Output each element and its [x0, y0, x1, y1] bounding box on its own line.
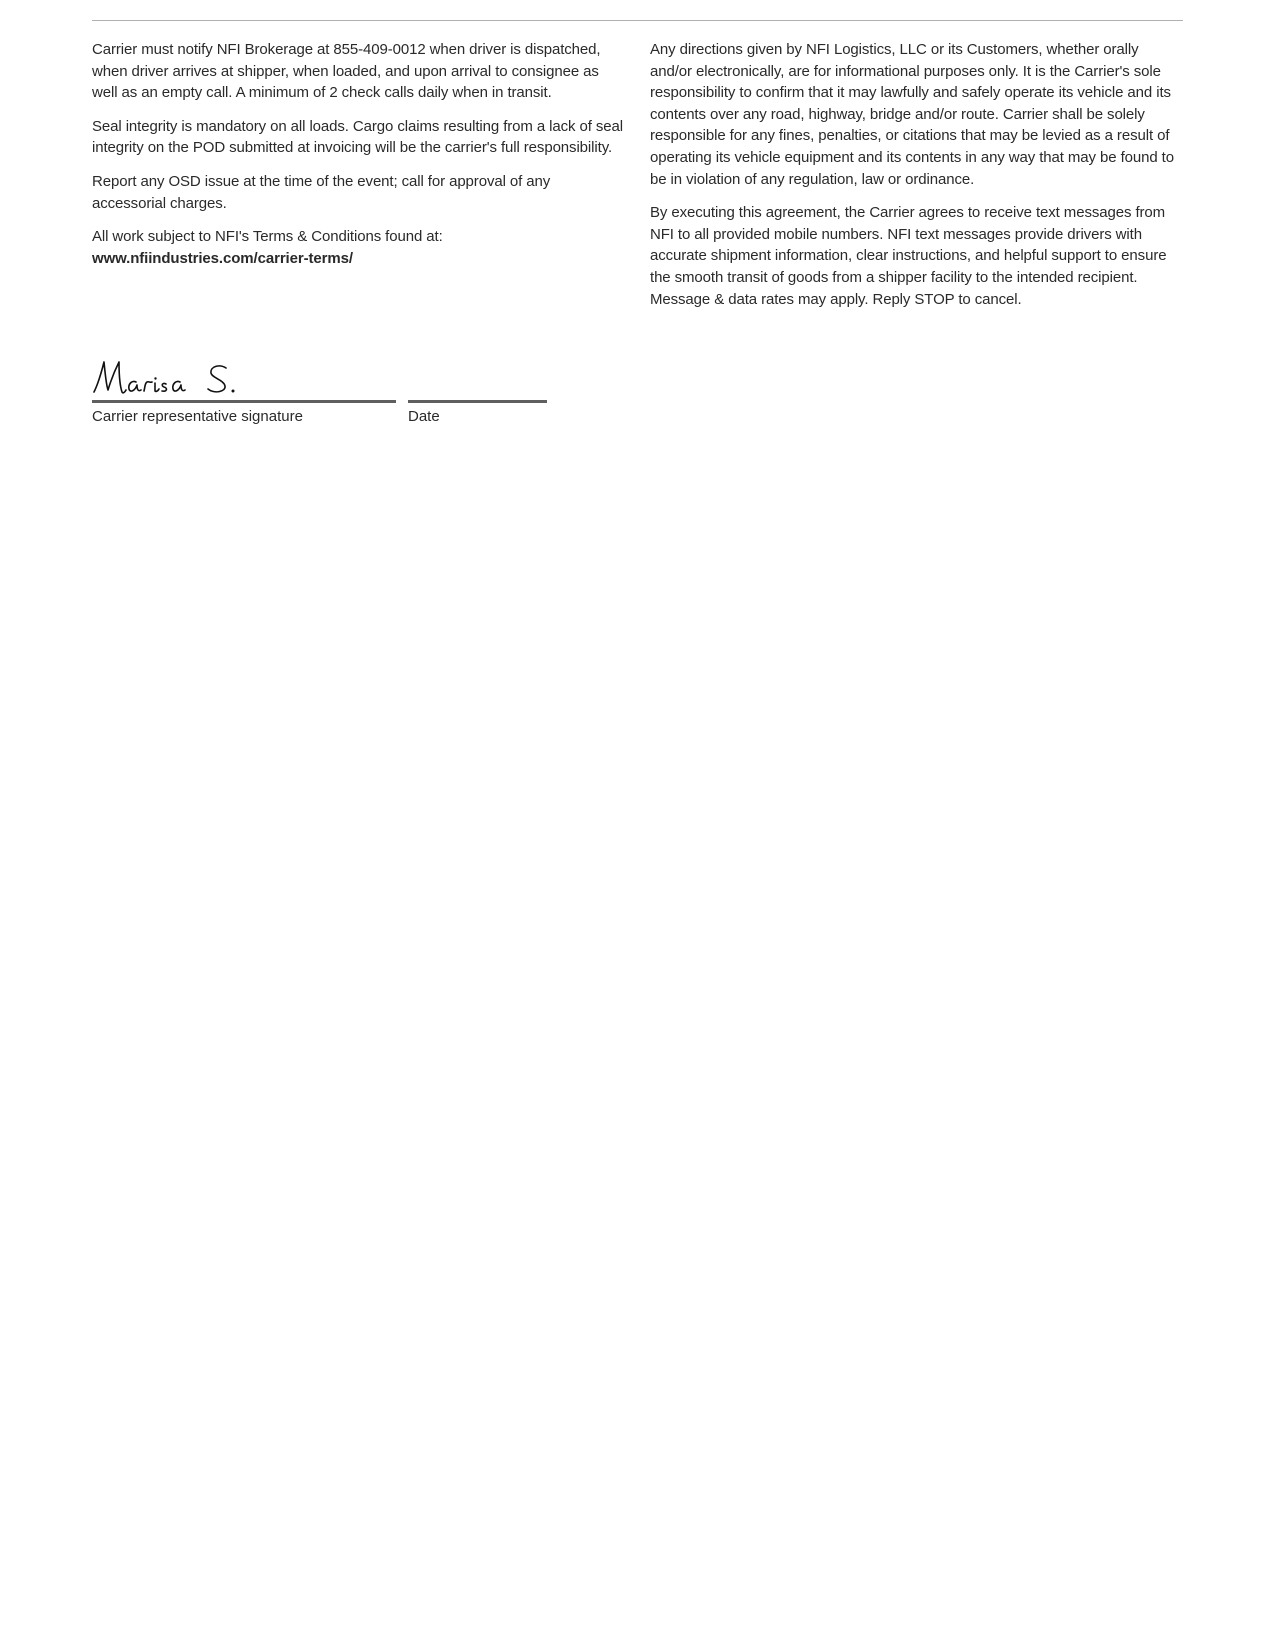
handwritten-signature [92, 356, 272, 400]
terms-url-link[interactable]: www.nfiindustries.com/carrier-terms/ [92, 249, 353, 267]
date-label: Date [408, 408, 440, 425]
date-line [408, 400, 547, 403]
notify-paragraph: Carrier must notify NFI Brokerage at 855-409-0012 when driver is dispatched, when driver arrives at shipper, when loaded, and upon arrival to consignee as well as an empty call. A minimum of 2 check calls daily when in transit. [92, 41, 601, 102]
terms-conditions-text: All work subject to NFI's Terms & Conditions found at: [92, 228, 443, 246]
top-divider [92, 20, 1183, 21]
signature-line [92, 400, 396, 403]
terms-right-column [650, 39, 1184, 322]
text-messages-paragraph: By executing this agreement, the Carrier agrees to receive text messages from NFI to all provided mobile numbers. NFI text messages provide drivers with accurate shipment information, clear instructions, and helpful support to ensure the smooth transit of goods from a shipper facility to the intended recipient. Message & data rates may apply. Reply STOP to cancel. [650, 204, 1167, 308]
directions-paragraph: Any directions given by NFI Logistics, LLC or its Customers, whether orally and/or electronically, are for informational purposes only. It is the Carrier's sole responsibility to confirm that it may lawfully and safely operate its vehicle and its contents over any road, highway, bridge and/or route. Carrier shall be solely responsible for any fines, penalties, or citations that may be levied as a result of operating its vehicle equipment and its contents in any way that may be found to be in violation of any regulation, law or ordinance. [650, 41, 1174, 188]
osd-paragraph: Report any OSD issue at the time of the event; call for approval of any accessorial charges. [92, 172, 551, 212]
seal-integrity-paragraph: Seal integrity is mandatory on all loads. Cargo claims resulting from a lack of seal integrity on the POD submitted at invoicing will be the carrier's full responsibility. [92, 117, 624, 157]
signature-label: Carrier representative signature [92, 408, 303, 425]
terms-left-column [92, 39, 626, 281]
terms-conditions-paragraph [92, 226, 626, 269]
